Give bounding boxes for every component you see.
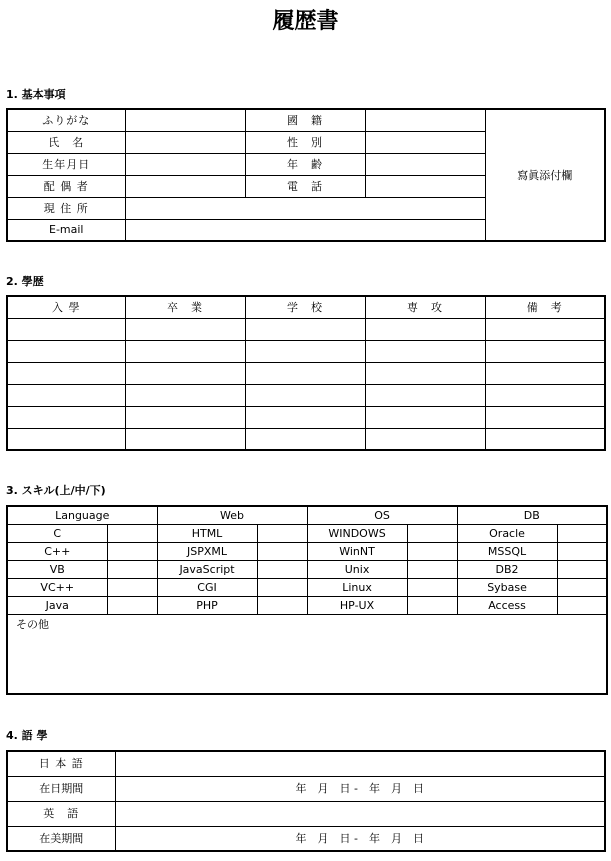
table-row: [7, 428, 605, 450]
skill-level-field[interactable]: [107, 560, 157, 578]
skill-level-field[interactable]: [407, 560, 457, 578]
skill-name: Java: [7, 596, 107, 614]
spouse-label: 配 偶 者: [7, 175, 125, 197]
skill-category-language: Language: [7, 506, 157, 524]
table-cell[interactable]: [125, 384, 245, 406]
name-field[interactable]: [125, 131, 245, 153]
skill-name: VC++: [7, 578, 107, 596]
skill-level-field[interactable]: [107, 596, 157, 614]
table-row: [7, 596, 607, 614]
name-label: 氏 名: [7, 131, 125, 153]
skill-name: Access: [457, 596, 557, 614]
table-row: [7, 406, 605, 428]
table-cell[interactable]: [365, 384, 485, 406]
skill-level-field[interactable]: [257, 524, 307, 542]
skill-level-field[interactable]: [407, 542, 457, 560]
education-header-graduate: 卒 業: [125, 296, 245, 318]
spouse-field[interactable]: [125, 175, 245, 197]
table-cell[interactable]: [125, 362, 245, 384]
address-label: 現 住 所: [7, 197, 125, 219]
table-row: [7, 318, 605, 340]
skill-category-web: Web: [157, 506, 307, 524]
skill-name: Sybase: [457, 578, 557, 596]
table-cell[interactable]: [7, 362, 125, 384]
table-cell[interactable]: [245, 384, 365, 406]
photo-area: 寫眞添付欄: [485, 109, 605, 241]
skill-level-field[interactable]: [407, 596, 457, 614]
skill-name: JSPXML: [157, 542, 257, 560]
education-header-remarks: 備 考: [485, 296, 605, 318]
table-row: [7, 560, 607, 578]
us-period-field[interactable]: 年 月 日 - 年 月 日: [115, 826, 605, 851]
table-cell[interactable]: [125, 318, 245, 340]
skill-level-field[interactable]: [407, 578, 457, 596]
table-cell[interactable]: [365, 406, 485, 428]
table-row: [7, 578, 607, 596]
skill-name: C: [7, 524, 107, 542]
skill-level-field[interactable]: [557, 596, 607, 614]
table-cell[interactable]: [125, 340, 245, 362]
table-row: [7, 524, 607, 542]
skill-level-field[interactable]: [107, 578, 157, 596]
section-heading-language: 4. 語 學: [6, 729, 48, 742]
skill-name: DB2: [457, 560, 557, 578]
skill-name: CGI: [157, 578, 257, 596]
table-row: [7, 384, 605, 406]
sex-field[interactable]: [365, 131, 485, 153]
skill-name: WinNT: [307, 542, 407, 560]
sex-label: 性 別: [245, 131, 365, 153]
skill-name: Linux: [307, 578, 407, 596]
table-cell[interactable]: [485, 384, 605, 406]
skill-name: HP-UX: [307, 596, 407, 614]
furigana-field[interactable]: [125, 109, 245, 131]
education-header-school: 学 校: [245, 296, 365, 318]
birthdate-field[interactable]: [125, 153, 245, 175]
skill-name: VB: [7, 560, 107, 578]
education-table: [6, 295, 606, 451]
english-label: 英 語: [7, 801, 115, 826]
table-cell[interactable]: [485, 362, 605, 384]
page-title: 履歴書: [272, 8, 339, 34]
table-cell[interactable]: [125, 428, 245, 450]
japan-period-label: 在日期間: [7, 776, 115, 801]
skill-name: WINDOWS: [307, 524, 407, 542]
email-label: E-mail: [7, 219, 125, 241]
japan-period-field[interactable]: 年 月 日 - 年 月 日: [115, 776, 605, 801]
skill-name: MSSQL: [457, 542, 557, 560]
skill-level-field[interactable]: [407, 524, 457, 542]
skill-name: Oracle: [457, 524, 557, 542]
table-cell[interactable]: [485, 406, 605, 428]
other-skills-field[interactable]: [7, 614, 607, 694]
education-header-major: 専 攻: [365, 296, 485, 318]
email-field[interactable]: [125, 219, 485, 241]
section-heading-skills: 3. スキル(上/中/下): [6, 484, 106, 497]
table-cell[interactable]: [125, 406, 245, 428]
table-cell[interactable]: [485, 318, 605, 340]
skill-level-field[interactable]: [107, 542, 157, 560]
table-row: [7, 542, 607, 560]
skill-category-os: OS: [307, 506, 457, 524]
other-skills-label: その他: [16, 617, 49, 631]
language-table: [6, 750, 606, 852]
table-cell[interactable]: [485, 428, 605, 450]
skill-name: C++: [7, 542, 107, 560]
education-header-enter: 入 學: [7, 296, 125, 318]
english-field[interactable]: [115, 801, 605, 826]
age-label: 年 齢: [245, 153, 365, 175]
table-cell[interactable]: [485, 340, 605, 362]
skill-level-field[interactable]: [257, 560, 307, 578]
table-cell[interactable]: [245, 340, 365, 362]
skill-name: HTML: [157, 524, 257, 542]
nationality-field[interactable]: [365, 109, 485, 131]
basic-info-table: [6, 108, 606, 242]
skill-level-field[interactable]: [557, 524, 607, 542]
us-period-label: 在美期間: [7, 826, 115, 851]
skill-name: PHP: [157, 596, 257, 614]
table-cell[interactable]: [365, 428, 485, 450]
age-field[interactable]: [365, 153, 485, 175]
table-cell[interactable]: [245, 318, 365, 340]
table-cell[interactable]: [365, 362, 485, 384]
table-cell[interactable]: [245, 428, 365, 450]
phone-field[interactable]: [365, 175, 485, 197]
table-cell[interactable]: [7, 384, 125, 406]
skill-level-field[interactable]: [557, 578, 607, 596]
skill-name: JavaScript: [157, 560, 257, 578]
nationality-label: 國 籍: [245, 109, 365, 131]
skill-level-field[interactable]: [557, 560, 607, 578]
address-field[interactable]: [125, 197, 485, 219]
skill-category-db: DB: [457, 506, 607, 524]
birthdate-label: 生年月日: [7, 153, 125, 175]
table-cell[interactable]: [245, 406, 365, 428]
table-row: [7, 362, 605, 384]
japanese-field[interactable]: [115, 751, 605, 776]
table-cell[interactable]: [7, 406, 125, 428]
skill-level-field[interactable]: [257, 542, 307, 560]
table-cell[interactable]: [365, 318, 485, 340]
phone-label: 電 話: [245, 175, 365, 197]
skill-level-field[interactable]: [257, 578, 307, 596]
table-cell[interactable]: [7, 428, 125, 450]
furigana-label: ふりがな: [7, 109, 125, 131]
section-heading-basic: 1. 基本事項: [6, 88, 66, 101]
section-heading-education: 2. 學歴: [6, 275, 44, 288]
skill-name: Unix: [307, 560, 407, 578]
table-cell[interactable]: [7, 340, 125, 362]
table-cell[interactable]: [7, 318, 125, 340]
japanese-label: 日 本 語: [7, 751, 115, 776]
skill-level-field[interactable]: [107, 524, 157, 542]
skills-table: [6, 505, 608, 695]
table-cell[interactable]: [365, 340, 485, 362]
table-row: [7, 340, 605, 362]
skill-level-field[interactable]: [557, 542, 607, 560]
table-cell[interactable]: [245, 362, 365, 384]
skill-level-field[interactable]: [257, 596, 307, 614]
